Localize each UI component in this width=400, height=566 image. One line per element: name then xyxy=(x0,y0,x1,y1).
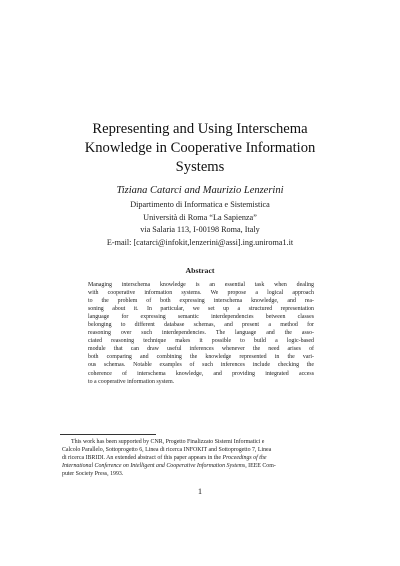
footnote-line: This work has been supported by CNR, Progetto Finalizzato Sistemi Informatici e xyxy=(71,439,265,445)
abstract-heading: Abstract xyxy=(185,266,215,275)
abstract-line: module that can draw useful inferences whenever the need arises of xyxy=(88,346,314,353)
abstract-line: with cooperative information systems. We propose a logical approach xyxy=(88,290,314,297)
abstract-line: reasoning over such interdependencies. The language and the asso- xyxy=(88,330,314,337)
abstract-line: soning about it. In particular, we set up a structured representation xyxy=(88,306,314,313)
footnote-line xyxy=(62,462,338,470)
abstract-line: coherence of interschema knowledge, and providing integrated access xyxy=(88,370,314,377)
paper-title xyxy=(60,120,340,177)
footnote-rule xyxy=(60,434,156,435)
address: via Salaria 113, I-00198 Roma, Italy xyxy=(140,225,260,234)
footnote-italic-text: International Conference on Intelligent and Cooperative Information Systems xyxy=(62,463,246,470)
title-line: Systems xyxy=(175,159,225,175)
email: E-mail: [catarci@infokit,lenzerini@assi].ing.uniroma1.it xyxy=(106,237,294,247)
affiliation xyxy=(40,199,360,249)
abstract-line: ciated reasoning technique makes it possible to build a logic-based xyxy=(88,338,314,345)
department: Dipartimento di Informatica e Sistemistica xyxy=(130,200,270,209)
footnote-line xyxy=(62,454,338,462)
abstract-body xyxy=(88,281,314,386)
footnote-text: , IEEE Com- xyxy=(245,463,276,470)
abstract-line: belonging to different database schemas, and present a method for xyxy=(88,322,314,329)
footnote-italic-text: Proceedings of the xyxy=(222,455,267,462)
university: Università di Roma “La Sapienza” xyxy=(143,212,257,222)
footnote-text: di ricerca IBRIDI. An extended abstract of this paper appears in the xyxy=(62,455,221,462)
footnote-line: puter Society Press, 1993. xyxy=(62,471,124,478)
title-line: Knowledge in Cooperative Information xyxy=(84,140,316,156)
abstract-line: ous schemas. Notable examples of such inferences include checking the xyxy=(88,362,314,369)
abstract-line: to a cooperative information system. xyxy=(88,378,175,385)
footnote-line: Calcolo Parallelo, Sottoprogetto 6, Linea di ricerca INFOKIT and Sottoprogetto 7, Linea xyxy=(62,447,272,454)
title-line: Representing and Using Interschema xyxy=(92,121,308,137)
page-number: 1 xyxy=(197,486,203,496)
abstract-line: language for expressing semantic interdependencies between classes xyxy=(88,314,314,321)
abstract-line: both comparing and combining the knowledge represented in the vari- xyxy=(88,354,314,361)
abstract-line: to the problem of both expressing interschema knowledge, and rea- xyxy=(88,298,314,305)
footnote xyxy=(62,438,338,478)
authors: Tiziana Catarci and Maurizio Lenzerini xyxy=(116,185,284,196)
abstract-line: Managing interschema knowledge is an essential task when dealing xyxy=(88,282,314,288)
